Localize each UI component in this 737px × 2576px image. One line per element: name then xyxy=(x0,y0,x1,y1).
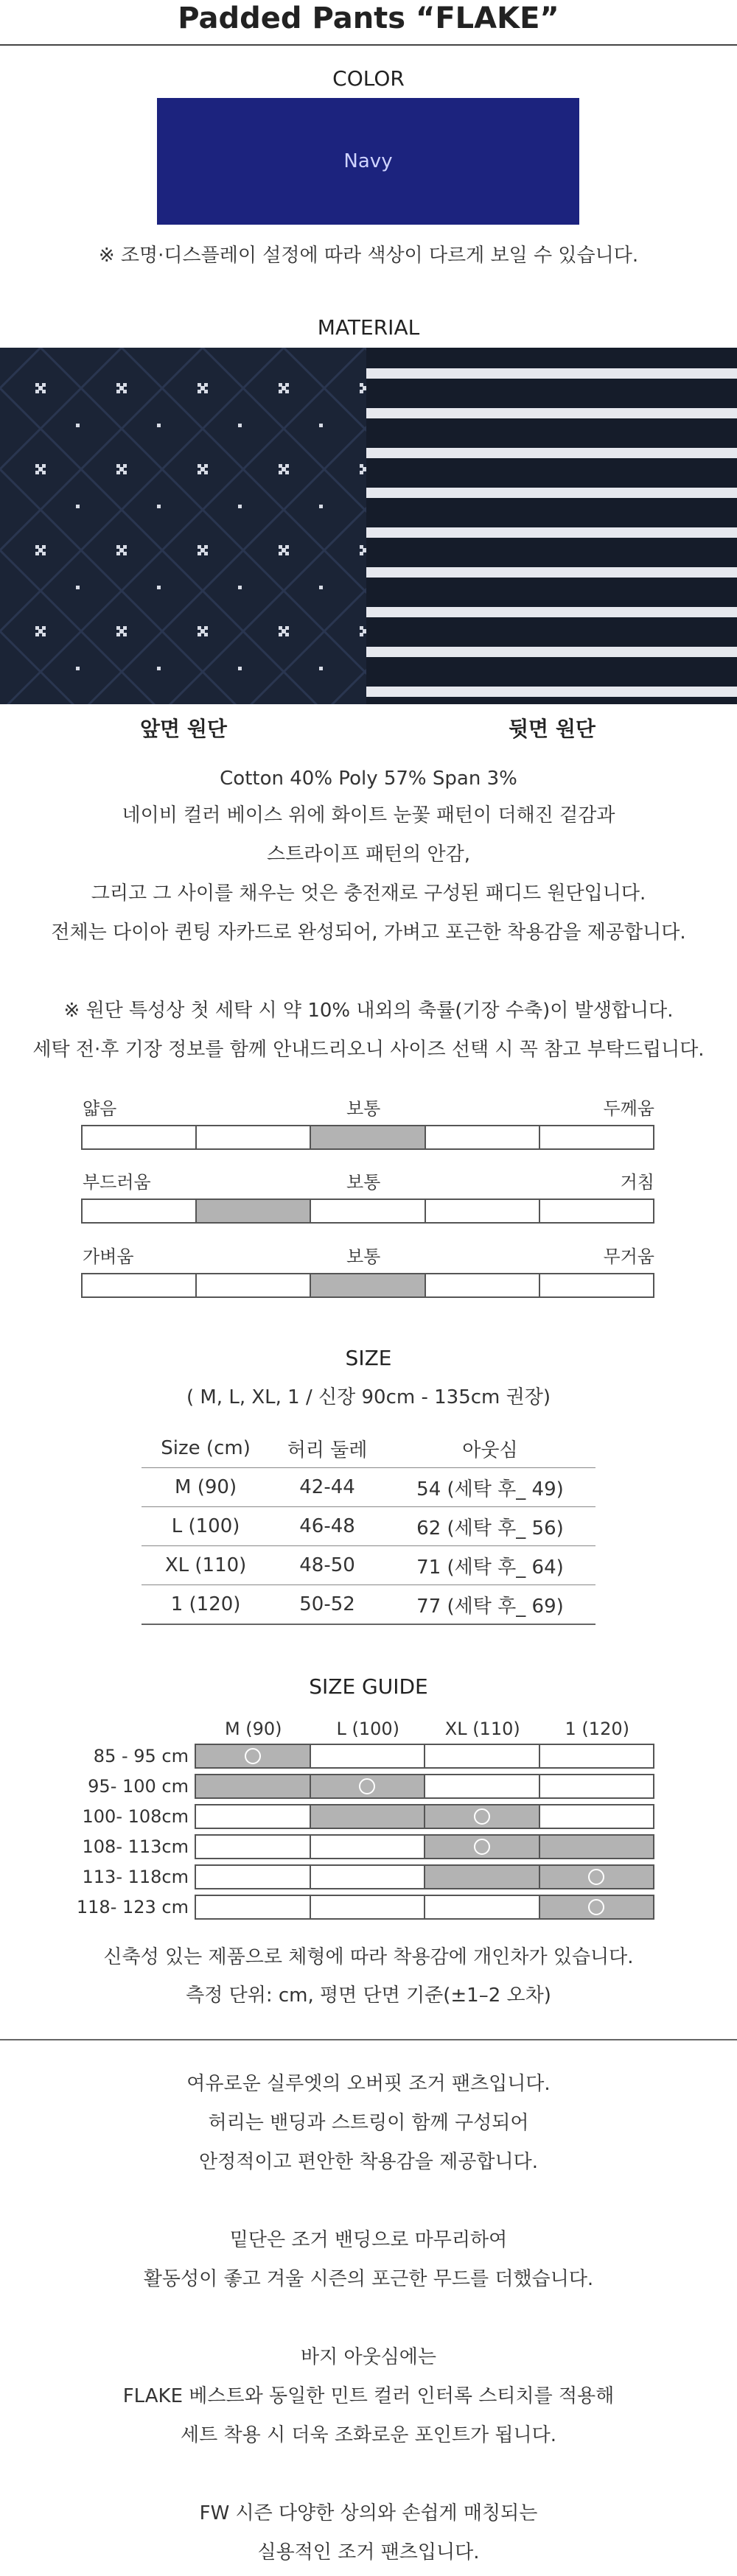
detail-line: 활동성이 좋고 겨울 시즌의 포근한 무드를 더했습니다. xyxy=(143,2268,594,2290)
scale-cell xyxy=(195,1198,311,1224)
size-guide-cell xyxy=(195,1864,311,1889)
detail-line: 여유로운 실루엣의 오버핏 조거 팬츠입니다. xyxy=(186,2073,551,2095)
size-guide-table xyxy=(76,1719,654,1922)
color-note: ※ 조명·디스플레이 설정에 따라 색상이 다르게 보일 수 있습니다. xyxy=(98,245,639,267)
table-cell: M (90) xyxy=(142,1468,270,1507)
scale-cell xyxy=(195,1125,311,1150)
detail-line: FW 시즌 다양한 상의와 손쉽게 매칭되는 xyxy=(199,2502,538,2524)
color-swatch-label: Navy xyxy=(343,150,393,172)
material-notice-2: 세탁 전·후 기장 정보를 함께 안내드리오니 사이즈 선택 시 꼭 참고 부탁드립니다. xyxy=(32,1039,705,1061)
size-guide-cell xyxy=(539,1774,655,1799)
back-fabric-label: 뒷면 원단 xyxy=(509,717,595,741)
recommended-circle-icon xyxy=(245,1748,261,1764)
size-guide-col: 1 (120) xyxy=(565,1719,629,1739)
scale-cell xyxy=(310,1198,425,1224)
detail-line: 안정적이고 편안한 착용감을 제공합니다. xyxy=(198,2151,539,2173)
size-guide-cell xyxy=(539,1864,655,1889)
scale-left-label: 가벼움 xyxy=(83,1246,134,1267)
size-guide-cell xyxy=(539,1744,655,1769)
size-guide-header xyxy=(196,1719,654,1741)
size-guide-row xyxy=(82,1861,654,1892)
size-guide-rows xyxy=(76,1741,654,1922)
size-guide-cell xyxy=(424,1834,540,1859)
detail-line: 실용적인 조거 팬츠입니다. xyxy=(257,2541,480,2563)
table-row xyxy=(142,1507,595,1546)
material-composition: Cotton 40% Poly 57% Span 3% xyxy=(220,768,517,790)
scale-cell xyxy=(195,1273,311,1298)
table-row xyxy=(142,1585,595,1625)
size-guide-row-label: 118- 123 cm xyxy=(76,1896,189,1917)
size-guide-cell xyxy=(424,1774,540,1799)
size-guide-row-label: 100- 108cm xyxy=(82,1805,189,1827)
scale-cell xyxy=(81,1198,197,1224)
material-desc-2: 스트라이프 패턴의 안감, xyxy=(267,843,470,866)
recommended-circle-icon xyxy=(474,1839,490,1855)
fabric-back-image xyxy=(366,348,737,704)
size-guide-cell xyxy=(424,1864,540,1889)
size-guide-cell xyxy=(310,1804,426,1829)
detail-line: 바지 아웃심에는 xyxy=(300,2346,437,2368)
size-guide-cell xyxy=(310,1744,426,1769)
material-notice-1: ※ 원단 특성상 첫 세탁 시 약 10% 내외의 축률(기장 수축)이 발생합니다. xyxy=(63,1000,674,1022)
size-guide-note-1: 신축성 있는 제품으로 체형에 따라 착용감에 개인차가 있습니다. xyxy=(103,1946,634,1968)
size-heading: SIZE xyxy=(345,1346,392,1370)
scale-cell xyxy=(425,1273,540,1298)
size-guide-cell xyxy=(310,1864,426,1889)
size-guide-row xyxy=(82,1771,654,1801)
table-cell: 50-52 xyxy=(270,1585,385,1625)
size-guide-cell xyxy=(195,1774,311,1799)
size-col-header: 허리 둘레 xyxy=(270,1429,385,1468)
table-cell: XL (110) xyxy=(142,1546,270,1585)
size-guide-cell xyxy=(310,1834,426,1859)
scale-cell xyxy=(539,1198,654,1224)
scale-mid-label: 보통 xyxy=(346,1098,381,1119)
size-guide-row xyxy=(76,1892,654,1922)
size-col-header: Size (cm) xyxy=(142,1429,270,1468)
scale-right-label: 무거움 xyxy=(603,1246,654,1267)
scale-cell xyxy=(425,1125,540,1150)
scale-cell xyxy=(539,1273,654,1298)
table-cell: 77 (세탁 후_ 69) xyxy=(385,1585,595,1625)
size-col-header: 아웃심 xyxy=(385,1429,595,1468)
size-guide-cell xyxy=(310,1774,426,1799)
detail-line: 허리는 밴딩과 스트링이 함께 구성되어 xyxy=(208,2112,529,2134)
table-row xyxy=(142,1468,595,1507)
size-guide-row-label: 95- 100 cm xyxy=(88,1775,189,1797)
table-cell: 54 (세탁 후_ 49) xyxy=(385,1468,595,1507)
material-desc-1: 네이비 컬러 베이스 위에 화이트 눈꽃 패턴이 더해진 겉감과 xyxy=(122,804,615,827)
recommended-circle-icon xyxy=(588,1869,604,1885)
scale-bar xyxy=(83,1125,654,1150)
scale-right-label: 두께움 xyxy=(603,1098,654,1119)
size-guide-row-label: 113- 118cm xyxy=(82,1866,189,1887)
material-desc-4: 전체는 다이아 퀸팅 자카드로 완성되어, 가벼고 포근한 착용감을 제공합니다. xyxy=(51,922,686,944)
size-guide-cell xyxy=(195,1744,311,1769)
color-heading: COLOR xyxy=(332,66,405,91)
size-guide-col: XL (110) xyxy=(444,1719,520,1739)
table-cell: L (100) xyxy=(142,1507,270,1546)
table-cell: 46-48 xyxy=(270,1507,385,1546)
size-guide-cell xyxy=(195,1834,311,1859)
size-subheading: ( M, L, XL, 1 / 신장 90cm - 135cm 권장) xyxy=(186,1386,551,1408)
size-guide-cell xyxy=(539,1834,655,1859)
material-desc-3: 그리고 그 사이를 채우는 엇은 충전재로 구성된 패디드 원단입니다. xyxy=(91,882,646,905)
table-cell: 42-44 xyxy=(270,1468,385,1507)
size-guide-row-label: 85 - 95 cm xyxy=(93,1745,189,1766)
size-guide-col: M (90) xyxy=(224,1719,282,1739)
title-divider xyxy=(0,44,737,46)
size-guide-cell xyxy=(424,1895,540,1920)
size-table xyxy=(142,1429,595,1625)
scale-mid-label: 보통 xyxy=(346,1172,381,1193)
size-guide-cell xyxy=(424,1804,540,1829)
detail-line: FLAKE 베스트와 동일한 민트 컬러 인터록 스티치를 적용해 xyxy=(122,2385,615,2407)
scale-cell xyxy=(81,1125,197,1150)
size-guide-row xyxy=(82,1741,654,1771)
table-cell: 1 (120) xyxy=(142,1585,270,1625)
scale-mid-label: 보통 xyxy=(346,1246,381,1267)
table-cell: 62 (세탁 후_ 56) xyxy=(385,1507,595,1546)
size-guide-cell xyxy=(310,1895,426,1920)
size-guide-cell xyxy=(195,1895,311,1920)
size-guide-cell xyxy=(195,1804,311,1829)
recommended-circle-icon xyxy=(588,1899,604,1915)
size-guide-row xyxy=(82,1801,654,1831)
scale-bar xyxy=(83,1198,654,1224)
recommended-circle-icon xyxy=(359,1778,375,1794)
scale-cell xyxy=(539,1125,654,1150)
scale-left-label: 부드러움 xyxy=(83,1172,151,1193)
size-guide-heading: SIZE GUIDE xyxy=(309,1674,428,1699)
section-divider xyxy=(0,2039,737,2040)
detail-line: 세트 착용 시 더욱 조화로운 포인트가 됩니다. xyxy=(181,2424,556,2446)
size-guide-cell xyxy=(424,1744,540,1769)
size-guide-col: L (100) xyxy=(336,1719,400,1739)
color-swatch xyxy=(157,98,579,225)
scale-cell xyxy=(310,1125,425,1150)
material-heading: MATERIAL xyxy=(317,315,420,340)
scale-left-label: 얇음 xyxy=(83,1098,117,1119)
table-cell: 48-50 xyxy=(270,1546,385,1585)
size-guide-cell xyxy=(539,1895,655,1920)
table-row xyxy=(142,1546,595,1585)
page-title: Padded Pants “FLAKE” xyxy=(178,1,559,35)
recommended-circle-icon xyxy=(474,1808,490,1825)
size-guide-row-label: 108- 113cm xyxy=(82,1836,189,1857)
scale-cell xyxy=(81,1273,197,1298)
size-guide-row xyxy=(82,1831,654,1861)
scale-bar xyxy=(83,1273,654,1298)
scale-cell xyxy=(310,1273,425,1298)
scale-cell xyxy=(425,1198,540,1224)
fabric-front-image xyxy=(0,348,366,704)
scale-right-label: 거침 xyxy=(620,1172,654,1193)
size-guide-note-2: 측정 단위: cm, 평면 단면 기준(±1–2 오차) xyxy=(186,1984,551,2007)
front-fabric-label: 앞면 원단 xyxy=(140,717,227,741)
detail-line: 밑단은 조거 밴딩으로 마무리하여 xyxy=(229,2229,508,2251)
table-cell: 71 (세탁 후_ 64) xyxy=(385,1546,595,1585)
size-guide-cell xyxy=(539,1804,655,1829)
